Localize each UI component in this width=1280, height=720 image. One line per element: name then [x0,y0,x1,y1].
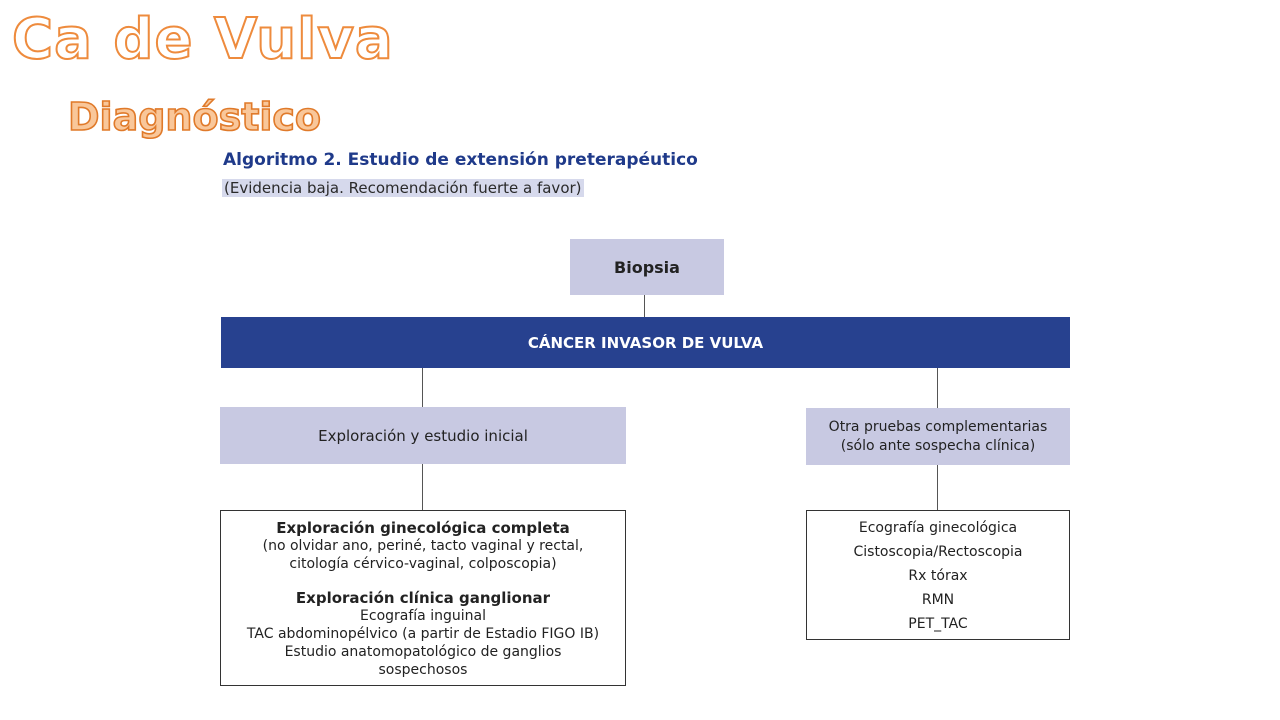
slide-subtitle: Diagnóstico [68,95,322,139]
other-test-item: Cistoscopia/Rectoscopia [853,544,1023,560]
initial-exploration-node [220,407,626,464]
other-tests-node [806,408,1070,465]
other-tests-label-line1: Otra pruebas complementarias [828,418,1048,435]
diagnosis-banner [221,317,1070,368]
other-tests-detail [806,510,1070,640]
initial-exploration-label: Exploración y estudio inicial [318,426,528,445]
connector-left-header-to-detail [422,464,423,510]
other-test-item: Ecografía ginecológica [858,520,1018,536]
other-tests-label-line2: (sólo ante sospecha clínica) [840,437,1036,454]
connector-diagnosis-to-left [422,368,423,407]
gyn-exam-line: citología cérvico-vaginal, colposcopia) [289,556,557,572]
lymph-exam-line: sospechosos [378,662,468,678]
algorithm-title: Algoritmo 2. Estudio de extensión preterapéutico [223,150,698,170]
lymph-exam-line: Ecografía inguinal [360,608,486,624]
biopsia-node [570,239,724,295]
connector-biopsia-to-diagnosis [644,295,645,317]
other-test-item: RMN [921,592,955,608]
lymph-exam-heading: Exploración clínica ganglionar [295,589,551,607]
algorithm-subtitle: (Evidencia baja. Recomendación fuerte a favor) [224,179,582,197]
gyn-exam-line: (no olvidar ano, periné, tacto vaginal y rectal, [262,538,584,554]
connector-right-header-to-detail [937,465,938,510]
lymph-exam-line: Estudio anatomopatológico de ganglios [284,644,562,660]
connector-diagnosis-to-right [937,368,938,408]
other-test-item: Rx tórax [908,568,968,584]
lymph-exam-line: TAC abdominopélvico (a partir de Estadio FIGO IB) [246,626,600,642]
gyn-exam-heading: Exploración ginecológica completa [276,519,570,537]
diagnosis-label: CÁNCER INVASOR DE VULVA [527,333,764,352]
other-test-item: PET_TAC [908,616,968,632]
slide-title: Ca de Vulva [12,7,394,72]
initial-exploration-detail [220,510,626,686]
biopsia-label: Biopsia [614,257,680,277]
